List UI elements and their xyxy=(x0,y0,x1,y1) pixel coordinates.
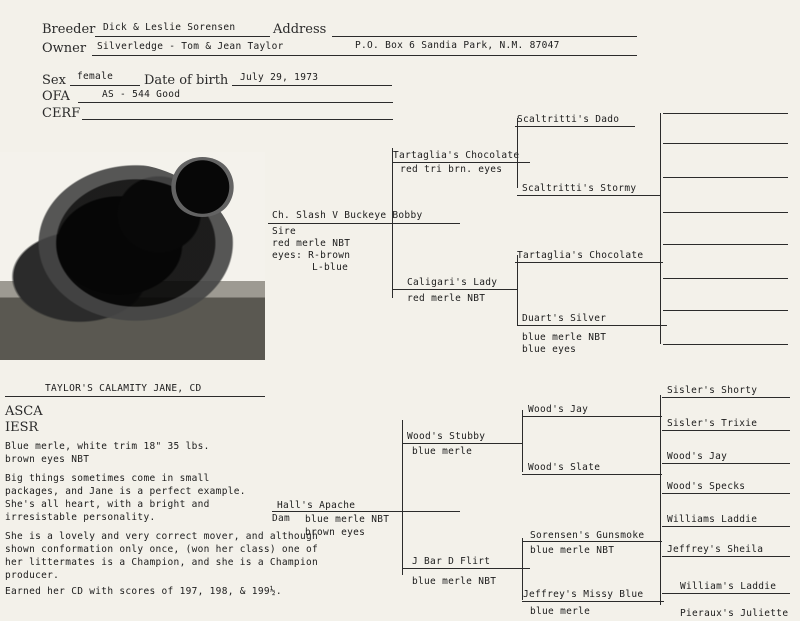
sex-label: Sex xyxy=(42,73,66,88)
g4-blank-3 xyxy=(663,177,788,178)
g3-name-7: Sorensen's Gunsmoke xyxy=(530,530,645,541)
g3-branch-1 xyxy=(517,118,518,188)
sire-sire-name: Tartaglia's Chocolate xyxy=(393,150,520,161)
g4-name-7: William's Laddie xyxy=(680,581,777,592)
g3-line-8 xyxy=(522,601,664,602)
cerf-line xyxy=(82,119,393,120)
dog-head xyxy=(170,157,235,217)
g4-name-6: Jeffrey's Sheila xyxy=(667,544,764,555)
dam-desc-1: blue merle NBT xyxy=(305,514,390,525)
g4-blank-4 xyxy=(663,212,788,213)
dob-label: Date of birth xyxy=(144,73,229,88)
g4-line-1 xyxy=(662,397,790,398)
cerf-label: CERF xyxy=(42,106,81,121)
dog-name: TAYLOR'S CALAMITY JANE, CD xyxy=(45,383,202,394)
dam-desc-2: brown eyes xyxy=(305,527,366,538)
dam-prefix: Dam xyxy=(272,513,291,524)
breeder-label: Breeder xyxy=(42,22,96,37)
g3-line-2 xyxy=(517,195,660,196)
g4-name-1: Sisler's Shorty xyxy=(667,385,758,396)
sire-desc-3: L-blue xyxy=(312,262,349,273)
dog-paragraph-1: Big things sometimes come in small packages, and Jane is a perfect example. She's all heart, with a bright and irresistable personality. xyxy=(5,473,246,523)
address-label: Address xyxy=(273,22,327,37)
dog-paragraph-2: She is a lovely and very correct mover, and although shown conformation only once, (won her class) one of her littermates is a Champion, and she is a Champion producer. xyxy=(5,531,319,581)
address-line xyxy=(332,36,637,37)
g3-name-1: Scaltritti's Dado xyxy=(517,114,620,125)
g4-line-5 xyxy=(662,526,790,527)
dog-desc-1: Blue merle, white trim 18" 35 lbs. xyxy=(5,441,210,452)
sire-sire-desc: red tri brn. eyes xyxy=(400,164,503,175)
g3-desc-4a: blue merle NBT xyxy=(522,332,607,343)
g4-line-2 xyxy=(662,430,790,431)
sire-sire-line xyxy=(392,162,530,163)
g3-line-1 xyxy=(515,126,635,127)
sire-dam-line xyxy=(392,289,517,290)
owner-label: Owner xyxy=(42,41,87,56)
g4-name-5: Williams Laddie xyxy=(667,514,758,525)
sire-name: Ch. Slash V Buckeye Bobby xyxy=(272,210,423,221)
g4-blank-6 xyxy=(663,278,788,279)
g4-blank-1 xyxy=(663,113,788,114)
owner-value: Silverledge - Tom & Jean Taylor xyxy=(97,41,284,52)
ofa-line xyxy=(78,102,393,103)
g3-line-7 xyxy=(522,541,662,542)
g3-name-5: Wood's Jay xyxy=(528,404,589,415)
g3-name-6: Wood's Slate xyxy=(528,462,601,473)
g4-branch-top xyxy=(660,113,661,344)
g3-line-5 xyxy=(522,416,662,417)
dam-name: Hall's Apache xyxy=(277,500,356,511)
g4-line-6 xyxy=(662,556,790,557)
g4-name-2: Sisler's Trixie xyxy=(667,418,758,429)
g3-line-3 xyxy=(515,262,663,263)
dog-paragraph-3: Earned her CD with scores of 197, 198, & 199½. xyxy=(5,586,282,597)
dam-dam-desc: blue merle NBT xyxy=(412,576,497,587)
sex-line xyxy=(70,85,140,86)
dog-name-line xyxy=(5,396,265,397)
registry-iesr: IESR xyxy=(5,420,39,435)
sire-dam-desc: red merle NBT xyxy=(407,293,486,304)
dam-sire-line xyxy=(402,443,522,444)
dam-line xyxy=(272,511,460,512)
g3-name-2: Scaltritti's Stormy xyxy=(522,183,637,194)
g4-blank-8 xyxy=(663,344,788,345)
g4-name-3: Wood's Jay xyxy=(667,451,728,462)
g3-desc-8: blue merle xyxy=(530,606,591,617)
sex-value: female xyxy=(77,71,114,82)
sire-line xyxy=(268,223,460,224)
g3-desc-4b: blue eyes xyxy=(522,344,577,355)
dam-sire-desc: blue merle xyxy=(412,446,473,457)
g4-blank-7 xyxy=(663,310,788,311)
breeder-value: Dick & Leslie Sorensen xyxy=(103,22,236,33)
g4-blank-5 xyxy=(663,244,788,245)
g4-line-7 xyxy=(662,593,790,594)
sire-desc-2: eyes: R-brown xyxy=(272,250,351,261)
sire-branch xyxy=(392,148,393,298)
dog-photo xyxy=(0,152,265,360)
g3-branch-3 xyxy=(522,410,523,472)
g4-line-4 xyxy=(662,493,790,494)
ofa-value: AS - 544 Good xyxy=(102,89,181,100)
sire-prefix: Sire xyxy=(272,226,297,237)
sire-dam-name: Caligari's Lady xyxy=(407,277,498,288)
g3-name-8: Jeffrey's Missy Blue xyxy=(523,589,644,600)
g4-branch-bottom xyxy=(660,395,661,605)
g4-name-8: Pieraux's Juliette xyxy=(680,608,789,619)
g3-desc-7: blue merle NBT xyxy=(530,545,615,556)
g3-branch-2 xyxy=(517,255,518,325)
g3-name-4: Duart's Silver xyxy=(522,313,607,324)
g4-line-3 xyxy=(662,463,790,464)
dob-value: July 29, 1973 xyxy=(240,72,319,83)
owner-line xyxy=(92,55,637,56)
dog-desc-2: brown eyes NBT xyxy=(5,454,90,465)
g4-name-4: Wood's Specks xyxy=(667,481,746,492)
dam-sire-name: Wood's Stubby xyxy=(407,431,486,442)
g3-name-3: Tartaglia's Chocolate xyxy=(517,250,644,261)
dam-dam-name: J Bar D Flirt xyxy=(412,556,491,567)
dam-dam-line xyxy=(402,568,530,569)
g4-blank-2 xyxy=(663,143,788,144)
sire-desc-1: red merle NBT xyxy=(272,238,351,249)
address-value: P.O. Box 6 Sandia Park, N.M. 87047 xyxy=(355,40,560,51)
breeder-line xyxy=(95,36,270,37)
ofa-label: OFA xyxy=(42,89,70,104)
g3-line-6 xyxy=(522,474,662,475)
dob-line xyxy=(232,85,392,86)
registry-asca: ASCA xyxy=(5,404,43,419)
g3-line-4 xyxy=(517,325,667,326)
